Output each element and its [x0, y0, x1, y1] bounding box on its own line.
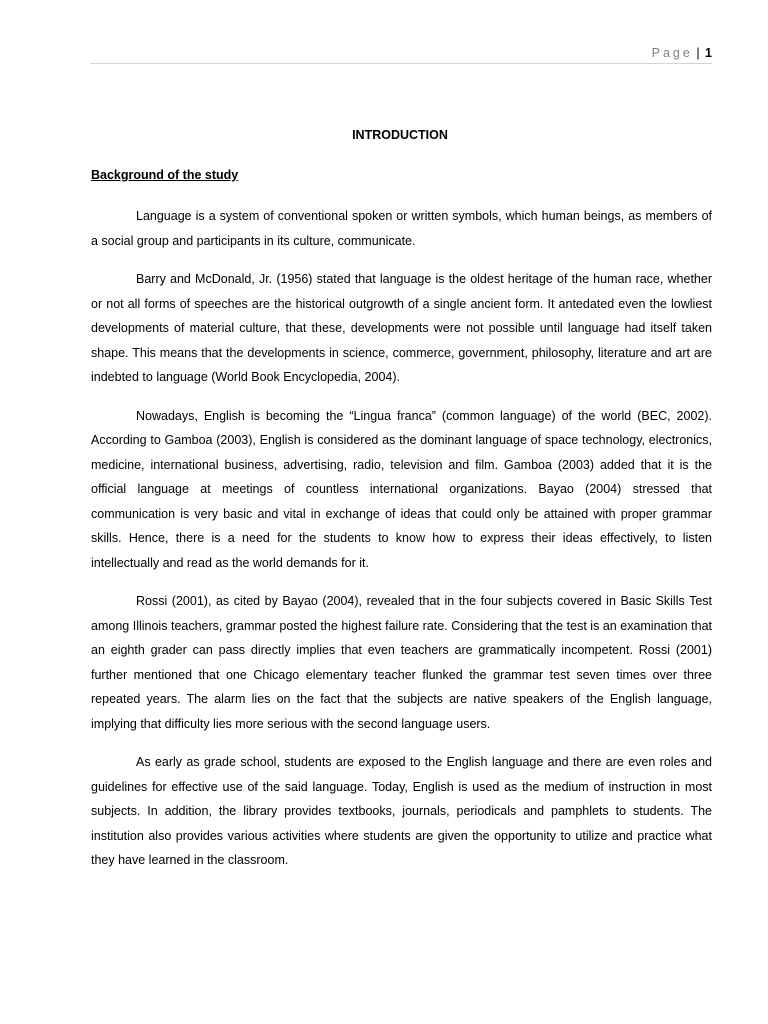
paragraph: Language is a system of conventional spoken or written symbols, which human beings, as members of a social group and participants in its culture, communicate.	[91, 209, 712, 248]
section-heading: Background of the study	[91, 168, 239, 182]
page-header	[90, 44, 712, 64]
page-number: 1	[705, 46, 712, 60]
body-text	[91, 204, 712, 887]
paragraph: Barry and McDonald, Jr. (1956) stated that language is the oldest heritage of the human race, whether or not all forms of speeches are the historical outgrowth of a single ancient form. It antedated even the lowliest developments of material culture, that these, developments were not possible until language had itself taken shape. This means that the developments in science, commerce, government, philosophy, literature and art are indebted to language (World Book Encyclopedia, 2004).	[91, 272, 712, 384]
paragraph: Nowadays, English is becoming the “Lingua franca” (common language) of the world (BEC, 2002). According to Gamboa (2003), English is considered as the dominant language of space technology, electronics, medicine, international business, advertising, radio, television and film. Gamboa (2003) added that it is the official language at meetings of countless international organizations. Bayao (2004) stressed that communication is very basic and vital in exchange of ideas that could only be attained with proper grammar skills. Hence, there is a need for the students to know how to express their ideas effectively, to listen intellectually and read as the world demands for it.	[91, 408, 712, 570]
paragraph: Rossi (2001), as cited by Bayao (2004), revealed that in the four subjects covered in Basic Skills Test among Illinois teachers, grammar posted the highest failure rate. Considering that the test is an examination that an eighth grader can pass directly implies that even teachers are grammatically incompetent. Rossi (2001) further mentioned that one Chicago elementary teacher flunked the grammar test seven times over three repeated years. The alarm lies on the fact that the subjects are native speakers of the English language, implying that difficulty lies more serious with the second language users.	[91, 594, 712, 731]
document-title: INTRODUCTION	[352, 128, 448, 142]
header-separator: |	[696, 46, 700, 60]
paragraph: As early as grade school, students are exposed to the English language and there are even roles and guidelines for effective use of the said language. Today, English is used as the medium of instruction in most subjects. In addition, the library provides textbooks, journals, periodicals and pamphlets to students. The institution also provides various activities where students are given the opportunity to utilize and practice what they have learned in the classroom.	[91, 755, 712, 867]
page-label: Page	[651, 46, 693, 60]
